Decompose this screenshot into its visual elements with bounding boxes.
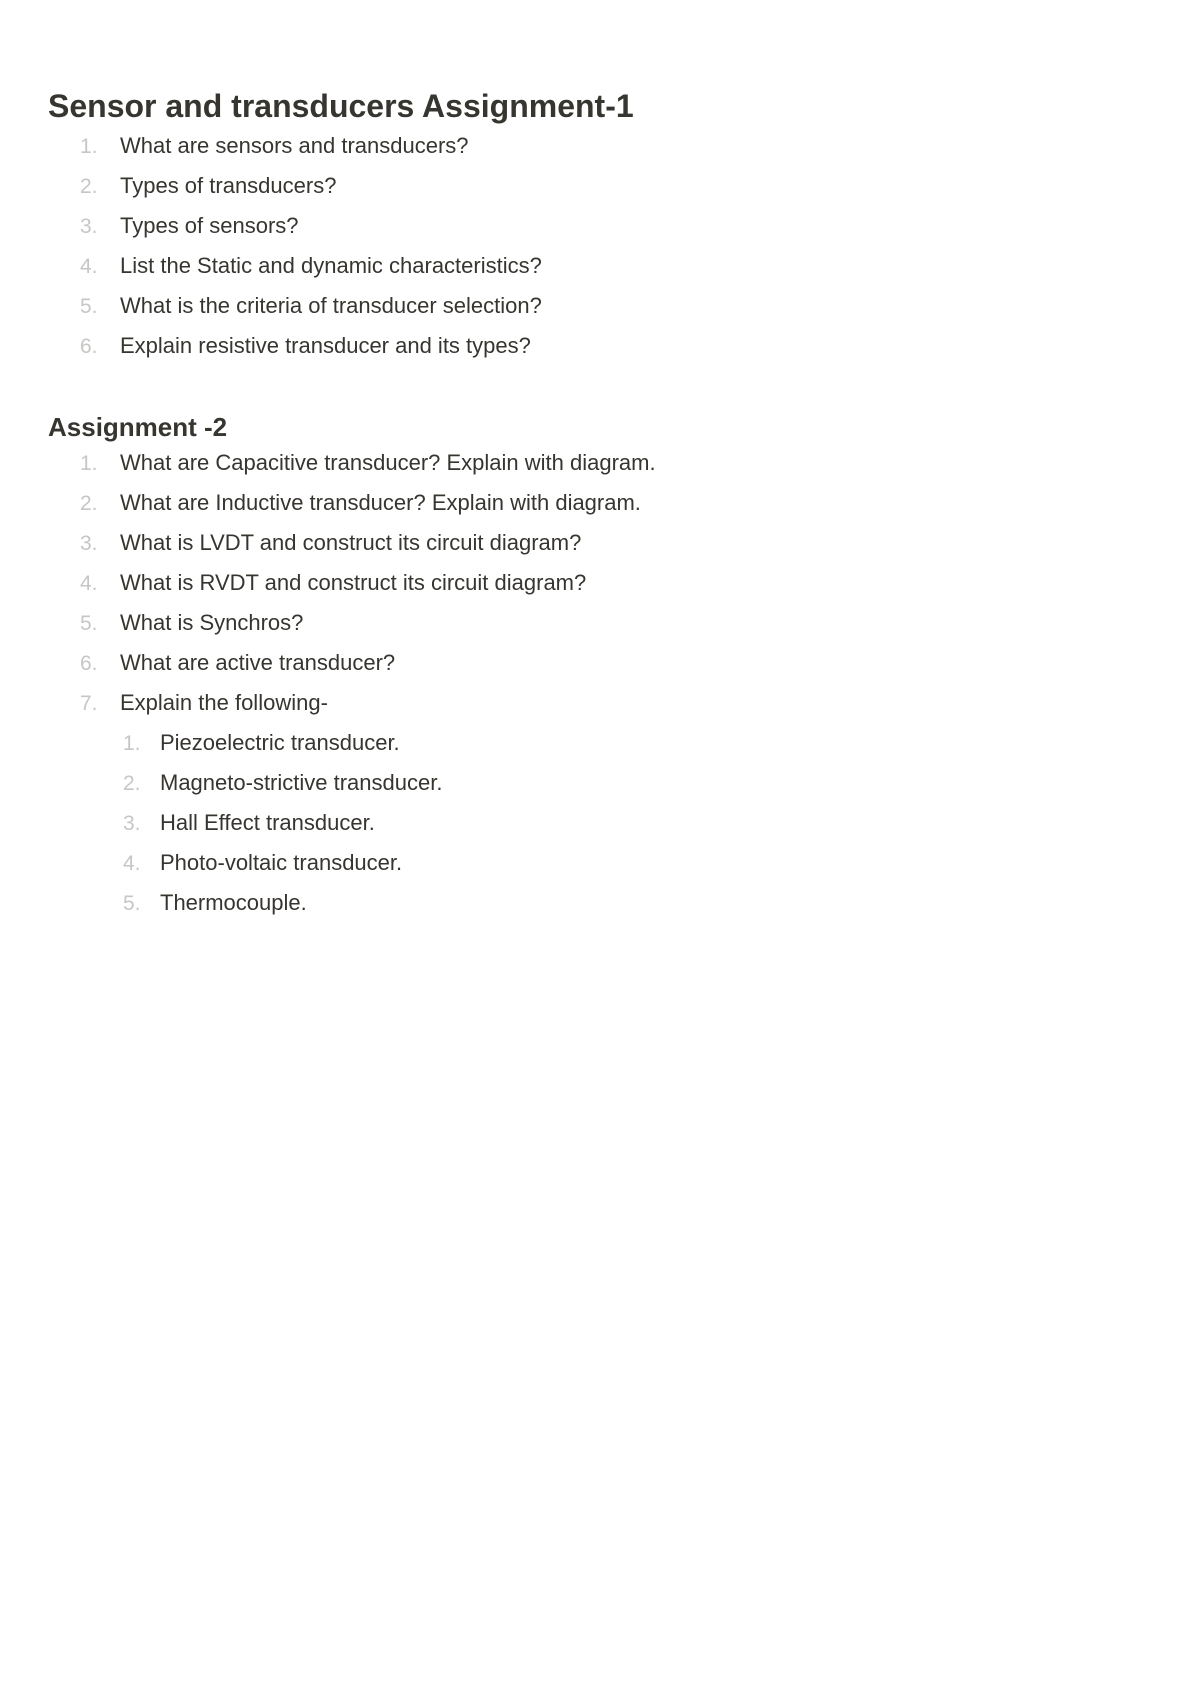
list-item — [48, 443, 1200, 483]
list-number: 5. — [123, 892, 141, 915]
list-number: 7. — [80, 692, 98, 715]
list-item-text: What is Synchros? — [120, 610, 304, 635]
list-item — [48, 206, 1200, 246]
list-number: 1. — [123, 732, 141, 755]
list-number: 5. — [80, 612, 98, 635]
list-number: 3. — [80, 215, 98, 238]
list-item-text: Piezoelectric transducer. — [160, 730, 400, 755]
list-item-text: Types of transducers? — [120, 173, 337, 198]
list-item-text: What is RVDT and construct its circuit diagram? — [120, 570, 587, 595]
list-item — [48, 683, 1200, 923]
page-title: Sensor and transducers Assignment-1 — [48, 88, 634, 124]
list-item-text: Magneto-strictive transducer. — [160, 770, 443, 795]
list-item — [48, 326, 1200, 366]
assignment-2-list — [48, 443, 1200, 923]
list-number: 3. — [80, 532, 98, 555]
list-number: 1. — [80, 135, 98, 158]
list-item-text: What are active transducer? — [120, 650, 396, 675]
list-number: 5. — [80, 295, 98, 318]
nested-list-item — [120, 843, 1200, 883]
assignment-1-list — [48, 126, 1200, 366]
list-number: 4. — [123, 852, 141, 875]
list-item — [48, 246, 1200, 286]
list-item-text: List the Static and dynamic characteristics? — [120, 253, 542, 278]
assignment-2-section — [48, 411, 1200, 923]
nested-list-item — [120, 723, 1200, 763]
list-item — [48, 563, 1200, 603]
list-item-text: Hall Effect transducer. — [160, 810, 375, 835]
list-item-text: Explain the following- — [120, 690, 328, 715]
list-number: 2. — [123, 772, 141, 795]
nested-list-item — [120, 883, 1200, 923]
list-number: 2. — [80, 175, 98, 198]
list-number: 4. — [80, 255, 98, 278]
list-item-text: What is LVDT and construct its circuit diagram? — [120, 530, 582, 555]
list-item-text: What are sensors and transducers? — [120, 133, 469, 158]
list-number: 6. — [80, 652, 98, 675]
section-heading: Assignment -2 — [48, 412, 228, 442]
list-number: 3. — [123, 812, 141, 835]
list-number: 1. — [80, 452, 98, 475]
list-item — [48, 483, 1200, 523]
nested-list-item — [120, 763, 1200, 803]
list-item — [48, 523, 1200, 563]
list-item-text: What are Capacitive transducer? Explain with diagram. — [120, 450, 656, 475]
list-item-text: Explain resistive transducer and its types? — [120, 333, 531, 358]
list-item — [48, 603, 1200, 643]
list-item — [48, 643, 1200, 683]
list-item — [48, 286, 1200, 326]
list-item — [48, 166, 1200, 206]
list-number: 2. — [80, 492, 98, 515]
list-number: 4. — [80, 572, 98, 595]
list-item-text: Types of sensors? — [120, 213, 299, 238]
nested-list-item — [120, 803, 1200, 843]
list-item-text: What are Inductive transducer? Explain with diagram. — [120, 490, 641, 515]
list-item-text: What is the criteria of transducer selection? — [120, 293, 542, 318]
list-number: 6. — [80, 335, 98, 358]
list-item-text: Photo-voltaic transducer. — [160, 850, 403, 875]
list-item-text: Thermocouple. — [160, 890, 307, 915]
list-item — [48, 126, 1200, 166]
nested-list — [48, 723, 1200, 923]
